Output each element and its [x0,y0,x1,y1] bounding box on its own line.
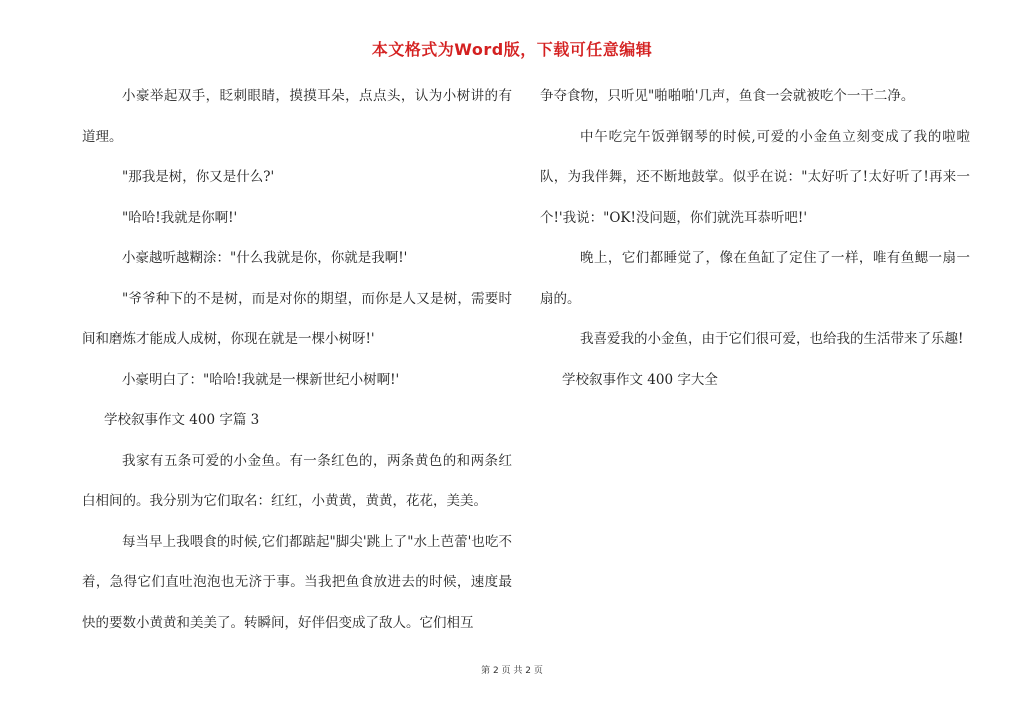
paragraph: "那我是树，你又是什么?' [122,169,275,185]
paragraph: "哈哈!我就是你啊!' [122,209,238,226]
section-heading: 学校叙事作文 400 字大全 [562,371,718,388]
section-heading: 学校叙事作文 400 字篇 3 [104,412,260,428]
page-number: 第 2 页 共 2 页 [481,666,543,676]
paragraph: 晚上，它们都睡觉了，像在鱼缸了定住了一样，唯有鱼鳃一扇一扇的。 [540,250,970,307]
paragraph: 中午吃完午饭弹钢琴的时候,可爱的小金鱼立刻变成了我的啦啦队，为我伴舞，还不断地鼓掌。似乎在说："太好听了!太好听了!再来一个!'我说："OK!没问题，你们就洗耳恭听吧!' [540,128,970,226]
paragraph: 小豪越听越糊涂："什么我就是你，你就是我啊!' [122,250,408,266]
paragraph-continued: 争夺食物，只听见"啪啪啪'几声，鱼食一会就被吃个一干二净。 [540,88,915,104]
paragraph: 小豪明白了："哈哈!我就是一棵新世纪小树啊!' [122,371,400,388]
right-column [540,76,970,400]
left-column [82,76,512,643]
paragraph: 每当早上我喂食的时候,它们都踮起"脚尖'跳上了"水上芭蕾'也吃不着，急得它们直吐泡泡也无济于事。当我把鱼食放进去的时候，速度最快的要数小黄黄和美美了。转瞬间，好伴侣变成了敌人。它们相互 [82,533,512,631]
paragraph: 我家有五条可爱的小金鱼。有一条红色的，两条黄色的和两条红白相间的。我分别为它们取名：红红，小黄黄，黄黄，花花，美美。 [82,452,512,509]
paragraph: 小豪举起双手，眨刺眼睛，摸摸耳朵，点点头，认为小树讲的有道理。 [82,88,512,145]
paragraph: 我喜爱我的小金鱼，由于它们很可爱，也给我的生活带来了乐趣! [580,331,964,347]
format-banner: 本文格式为Word版，下载可任意编辑 [371,40,653,59]
paragraph: "爷爷种下的不是树，而是对你的期望，而你是人又是树，需要时间和磨炼才能成人成树，你现在就是一棵小树呀!' [82,290,512,347]
